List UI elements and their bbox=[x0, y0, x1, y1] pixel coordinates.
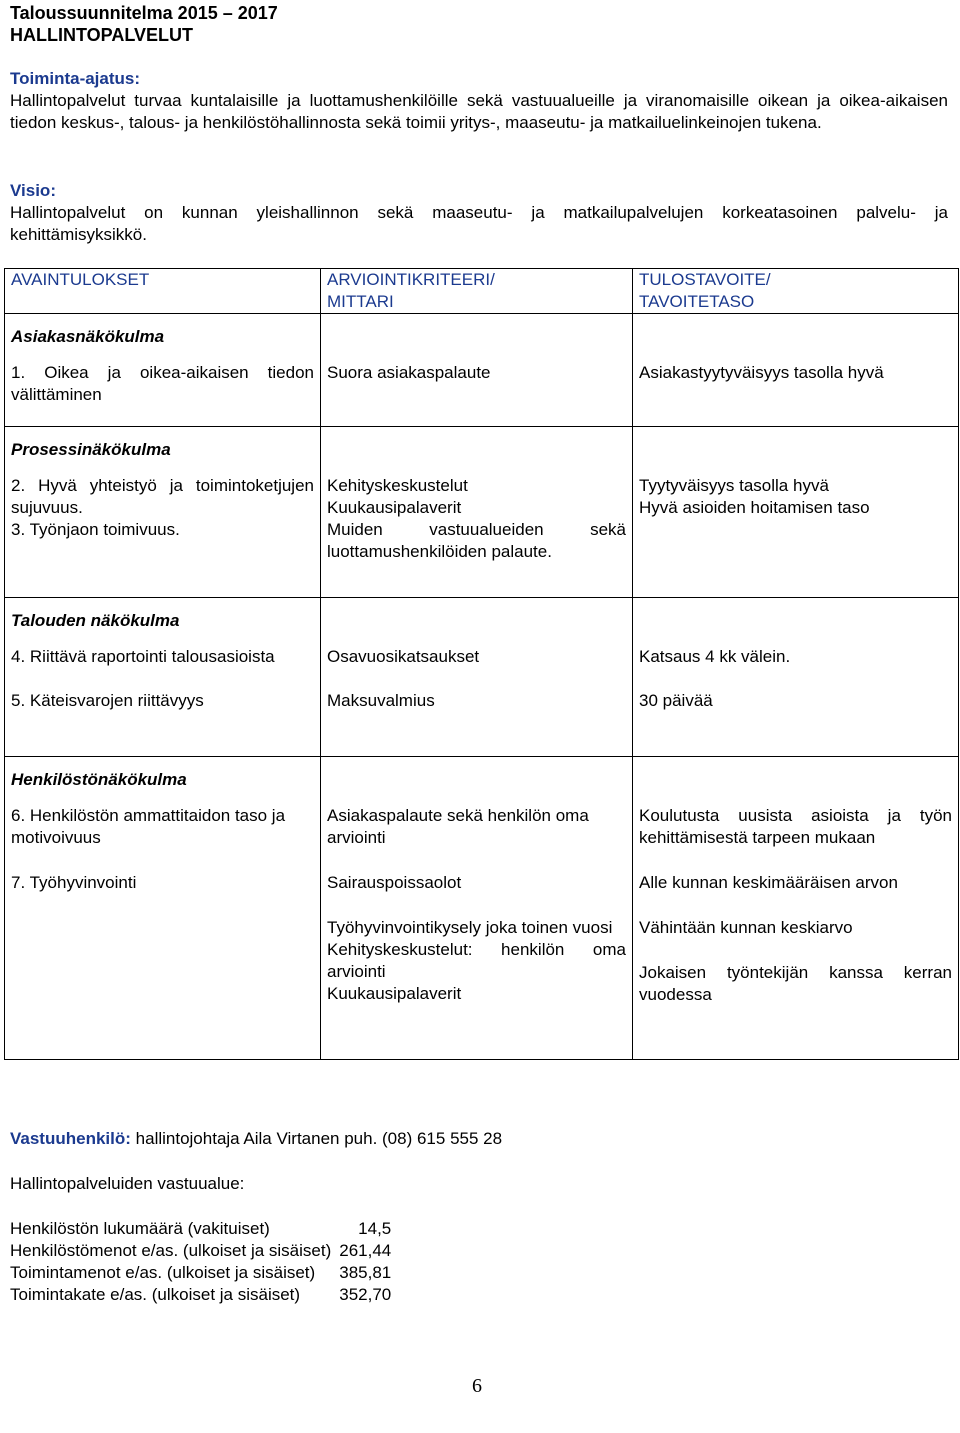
results-table bbox=[4, 268, 959, 1060]
stat-value: 385,81 bbox=[339, 1263, 392, 1282]
criteria-2b: Kuukausipalaverit bbox=[327, 498, 462, 517]
stat-label: Toimintamenot e/as. (ulkoiset ja sisäiset) bbox=[10, 1263, 316, 1282]
mission-label: Toiminta-ajatus: bbox=[10, 69, 141, 88]
criteria-1: Suora asiakaspalaute bbox=[327, 363, 491, 382]
page-number: 6 bbox=[472, 1375, 482, 1397]
document-title bbox=[10, 2, 278, 46]
section-title-process: Prosessinäkökulma bbox=[11, 440, 171, 459]
criteria-5: Maksuvalmius bbox=[327, 691, 435, 710]
criteria-2c: Muiden vastuualueiden sekä luottamushenkilöiden palaute. bbox=[327, 520, 626, 561]
table-row bbox=[10, 1218, 391, 1240]
plan-title: Taloussuunnitelma 2015 – 2017 bbox=[10, 3, 278, 23]
col-header-criteria: ARVIOINTIKRITEERI/ MITTARI bbox=[321, 269, 633, 314]
result-4: 4. Riittävä raportointi talousasioista bbox=[11, 647, 275, 666]
table-row bbox=[10, 1262, 391, 1284]
department-title: HALLINTOPALVELUT bbox=[10, 25, 193, 45]
table-row bbox=[10, 1284, 391, 1306]
table-header-row bbox=[5, 269, 959, 314]
vision-label: Visio: bbox=[10, 181, 56, 200]
criteria-8b: Kehityskeskustelut: henkilön oma arviointi bbox=[327, 940, 626, 981]
criteria-8c: Kuukausipalaverit bbox=[327, 984, 462, 1003]
stat-label: Toimintakate e/as. (ulkoiset ja sisäiset) bbox=[10, 1285, 301, 1304]
stat-value: 261,44 bbox=[339, 1241, 392, 1260]
target-5: 30 päivää bbox=[639, 691, 713, 710]
mission-section bbox=[10, 68, 948, 134]
vision-section bbox=[10, 180, 948, 246]
target-2a: Tyytyväisyys tasolla hyvä bbox=[639, 476, 829, 495]
criteria-7: Sairauspoissaolot bbox=[327, 873, 462, 892]
stats-table bbox=[10, 1218, 391, 1306]
area-label: Hallintopalveluiden vastuualue: bbox=[10, 1174, 245, 1193]
table-row bbox=[5, 427, 959, 598]
vision-text: Hallintopalvelut on kunnan yleishallinnon sekä maaseutu- ja matkailupalvelujen korkeatasoinen palvelu- ja kehittämisyksikkö. bbox=[10, 203, 948, 244]
result-3: 3. Työnjaon toimivuus. bbox=[11, 520, 180, 539]
criteria-6: Asiakaspalaute sekä henkilön oma arviointi bbox=[327, 806, 589, 847]
target-1: Asiakastyytyväisyys tasolla hyvä bbox=[639, 363, 884, 382]
section-title-finance: Talouden näkökulma bbox=[11, 611, 180, 630]
table-row bbox=[10, 1240, 391, 1262]
target-8a: Vähintään kunnan keskiarvo bbox=[639, 918, 853, 937]
table-row bbox=[5, 314, 959, 427]
target-2b: Hyvä asioiden hoitamisen taso bbox=[639, 498, 870, 517]
result-6: 6. Henkilöstön ammattitaidon taso ja motivoivuus bbox=[11, 806, 286, 847]
table-row bbox=[5, 598, 959, 757]
mission-text: Hallintopalvelut turvaa kuntalaisille ja luottamushenkilöille sekä vastuualueille ja viranomaisille oikean ja oikea-aikaisen tiedon keskus-, talous- ja henkilöstöhallinnosta sekä toimii yritys-, maaseutu- ja matkailuelinkeinojen tukena. bbox=[10, 91, 948, 132]
col-header-target: TULOSTAVOITE/ TAVOITETASO bbox=[633, 269, 959, 314]
section-title-customer: Asiakasnäkökulma bbox=[11, 327, 165, 346]
result-2: 2. Hyvä yhteistyö ja toimintoketjujen sujuvuus. bbox=[11, 476, 314, 517]
responsible-person bbox=[10, 1128, 502, 1150]
section-title-personnel: Henkilöstönäkökulma bbox=[11, 770, 187, 789]
result-5: 5. Käteisvarojen riittävyys bbox=[11, 691, 204, 710]
table-row bbox=[5, 757, 959, 1060]
target-6: Koulutusta uusista asioista ja työn kehittämisestä tarpeen mukaan bbox=[639, 806, 952, 847]
criteria-4: Osavuosikatsaukset bbox=[327, 647, 480, 666]
result-1: 1. Oikea ja oikea-aikaisen tiedon välittäminen bbox=[11, 363, 314, 404]
responsible-text: hallintojohtaja Aila Virtanen puh. (08) 615 555 28 bbox=[135, 1129, 503, 1148]
stat-value: 14,5 bbox=[358, 1219, 392, 1238]
stat-label: Henkilöstömenot e/as. (ulkoiset ja sisäiset) bbox=[10, 1241, 332, 1260]
criteria-8a: Työhyvinvointikysely joka toinen vuosi bbox=[327, 918, 613, 937]
target-4: Katsaus 4 kk välein. bbox=[639, 647, 791, 666]
result-7: 7. Työhyvinvointi bbox=[11, 873, 137, 892]
criteria-2a: Kehityskeskustelut bbox=[327, 476, 468, 495]
stat-value: 352,70 bbox=[339, 1285, 392, 1304]
stat-label: Henkilöstön lukumäärä (vakituiset) bbox=[10, 1219, 270, 1238]
col-header-key-results: AVAINTULOKSET bbox=[5, 269, 321, 314]
target-7: Alle kunnan keskimääräisen arvon bbox=[639, 873, 898, 892]
responsible-label: Vastuuhenkilö: bbox=[10, 1129, 131, 1148]
target-8b: Jokaisen työntekijän kanssa kerran vuodessa bbox=[639, 963, 952, 1004]
